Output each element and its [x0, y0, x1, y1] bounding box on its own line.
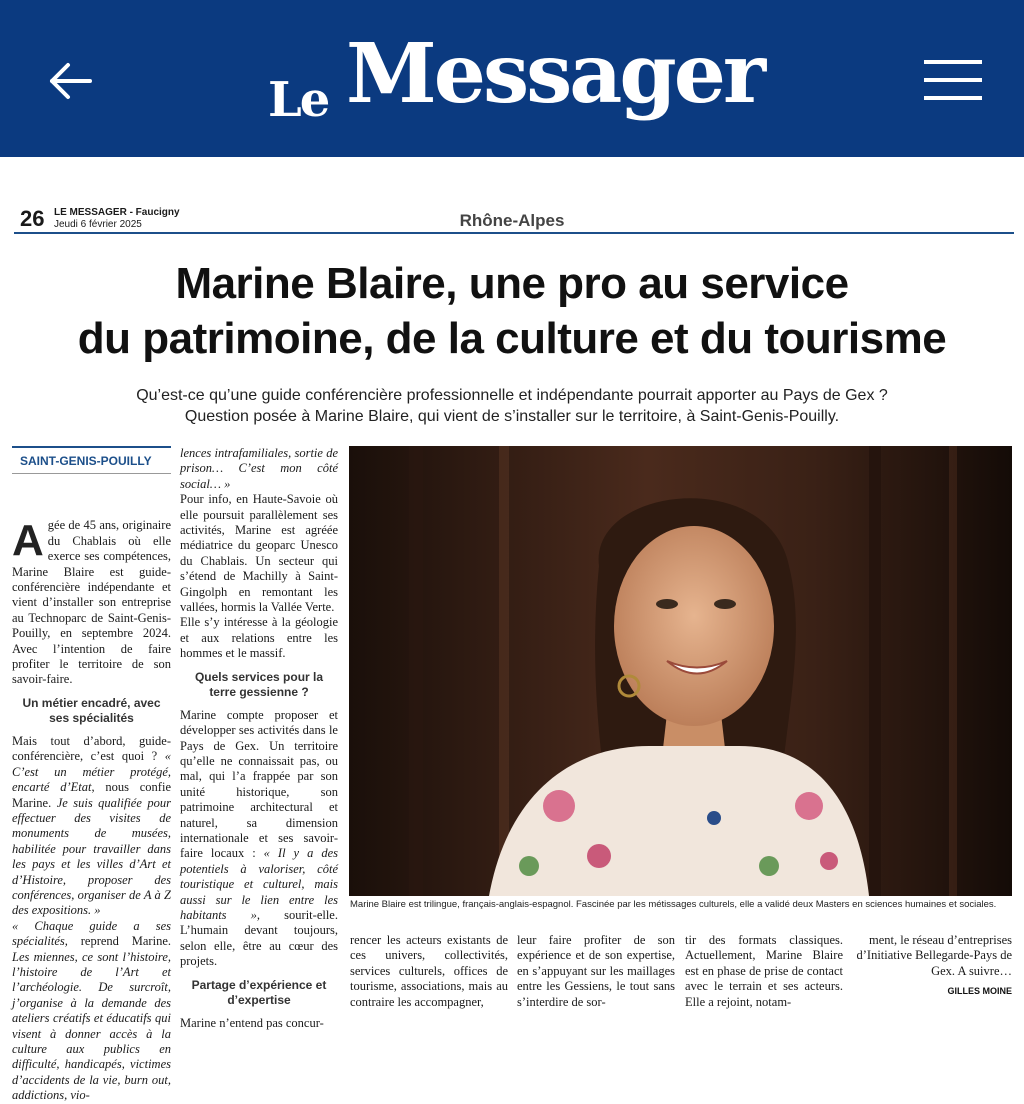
arrow-left-icon	[40, 56, 100, 106]
page-number: 26	[20, 206, 45, 231]
paragraph: Marine n’entend pas concur-	[180, 1015, 324, 1030]
col1-text-2a: Mais tout d’abord, guide-conférencière, c’est quoi ?	[12, 733, 171, 764]
paragraph	[180, 446, 338, 492]
title-line-2: du patrimoine, de la culture et du tourisme	[77, 314, 947, 363]
paragraph	[12, 919, 171, 1104]
article-column-6: ment, le réseau d’entreprises d’Initiative Bellegarde-Pays de Gex. A suivre…	[856, 933, 1012, 978]
logo[interactable]	[268, 20, 764, 140]
article-lede	[0, 385, 1024, 427]
article-column-2	[180, 446, 338, 1031]
title-line-1: Marine Blaire, une pro au service	[175, 259, 849, 308]
subheading: Un métier encadré, avec ses spécialités	[22, 695, 161, 725]
lede-line-2: Question posée à Marine Blaire, qui vient de s’installer sur le territoire, à Saint-Genis-Pouilly.	[184, 408, 840, 425]
col1-text-3b: reprend Marine.	[67, 934, 171, 949]
publication-name: LE MESSAGER	[54, 207, 127, 218]
col2-text-4a: Marine compte proposer et développer ses activités dans le Pays de Gex. Un territoire qu’elle ne connaissait pas, ou mal, qui l’a frappée par son unité historique, son patrimoine architectural et naturel, sa dimension internationale et ses savoir-faire locaux :	[180, 707, 338, 861]
logo-le: Le	[268, 72, 329, 128]
publication-edition: - Faucigny	[129, 207, 180, 218]
author-byline: GILLES MOINE	[947, 986, 1012, 996]
paragraph	[12, 734, 171, 919]
portrait-illustration	[349, 446, 1012, 896]
quote: « C’est un métier protégé, encarté d’Etat	[12, 749, 171, 795]
location-label: SAINT-GENIS-POUILLY	[12, 446, 171, 474]
article-column-4: leur faire profiter de son expérience et de son expertise, en s’appuyant sur les maillages entre les Gessiens, le tout sans s’interdire de sor-	[517, 933, 675, 1009]
hamburger-menu-icon	[918, 56, 988, 106]
lede-line-1: Qu’est-ce qu’une guide conférencière professionnelle et indépendante pourrait apporter au Pays de Gex ?	[136, 387, 888, 404]
back-button[interactable]	[40, 56, 100, 106]
publication-date: Jeudi 6 février 2025	[54, 219, 142, 230]
article-column-3: rencer les acteurs existants de ces univers, collectivités, services culturels, offices de tourisme, associations, mais au contraire les accompagner,	[350, 933, 508, 1009]
article-column-1	[12, 446, 171, 1104]
col2-text-4b: sourit-elle. L’humain devant toujours, selon elle, être au cœur des projets.	[180, 907, 338, 969]
article-column-5: tir des formats classiques. Actuellement, Marine Blaire est en phase de prise de contact avec le terrain et ses acteurs. Elle a rejoint, notam-	[685, 933, 843, 1009]
paragraph: Elle s’y intéresse à la géologie et aux relations entre les hommes et le massif.	[180, 615, 338, 661]
paragraph: Pour info, en Haute-Savoie où elle poursuit parallèlement ses activités, Marine est agréée médiatrice du geoparc Unesco du Chablais. Un secteur qui s’étend de Machilly à Saint-Gingolph en remontant les vallées, hormis la Vallée Verte.	[180, 492, 338, 615]
paragraph	[180, 708, 338, 970]
section-title: Rhône-Alpes	[459, 211, 565, 230]
quote: « Chaque guide a ses spécialités,	[12, 918, 171, 949]
quote: Les miennes, ce sont l’histoire, l’histoire de l’Art et l’archéologie. De surcroît, j’organise à la demande des ateliers créatifs et éducatifs qui visent à donner accès à la culture aux publics en difficulté, handicapés, victimes d’accidents de la vie, burn out, addictions, vio-	[12, 949, 171, 1103]
app-header	[0, 0, 1024, 157]
col1-text-1: gée de 45 ans, originaire du Chablais où elle exerce ses compétences, Marine Blaire est guide-conférencière indépendante et vient d’installer son entreprise au Technoparc de Saint-Genis-Pouilly, en septembre 2024. Avec l’intention de faire profiter le territoire de son savoir-faire.	[12, 518, 171, 687]
quote: « Il y a des potentiels à valoriser, côté touristique et culturel, mais aussi sur le lien entre les habitants »,	[180, 846, 338, 922]
divider	[14, 232, 1014, 234]
article-title	[0, 256, 1024, 366]
quote: Je suis qualifiée pour effectuer des visites de monuments de musées, habilitée pour travailler dans les pays et les villes d’Art et d’Histoire, proposer des conférences, organiser de A à Z des expositions. »	[12, 795, 171, 918]
article-photo[interactable]	[349, 446, 1012, 896]
subheading: Quels services pour la terre gessienne ?	[194, 669, 324, 699]
paragraph	[12, 518, 171, 687]
col1-text-2b: , nous confie Marine.	[12, 780, 171, 810]
menu-button[interactable]	[918, 56, 988, 106]
logo-messager: Messager	[346, 26, 764, 122]
subheading: Partage d’expérience et d’expertise	[191, 977, 327, 1007]
photo-caption: Marine Blaire est trilingue, français-anglais-espagnol. Fascinée par les métissages culturels, elle a validé deux Masters en sciences humaines et sociales.	[350, 899, 997, 910]
drop-cap: A	[12, 516, 44, 566]
quote: lences intrafamiliales, sortie de prison… C’est mon côté social… »	[180, 446, 338, 491]
